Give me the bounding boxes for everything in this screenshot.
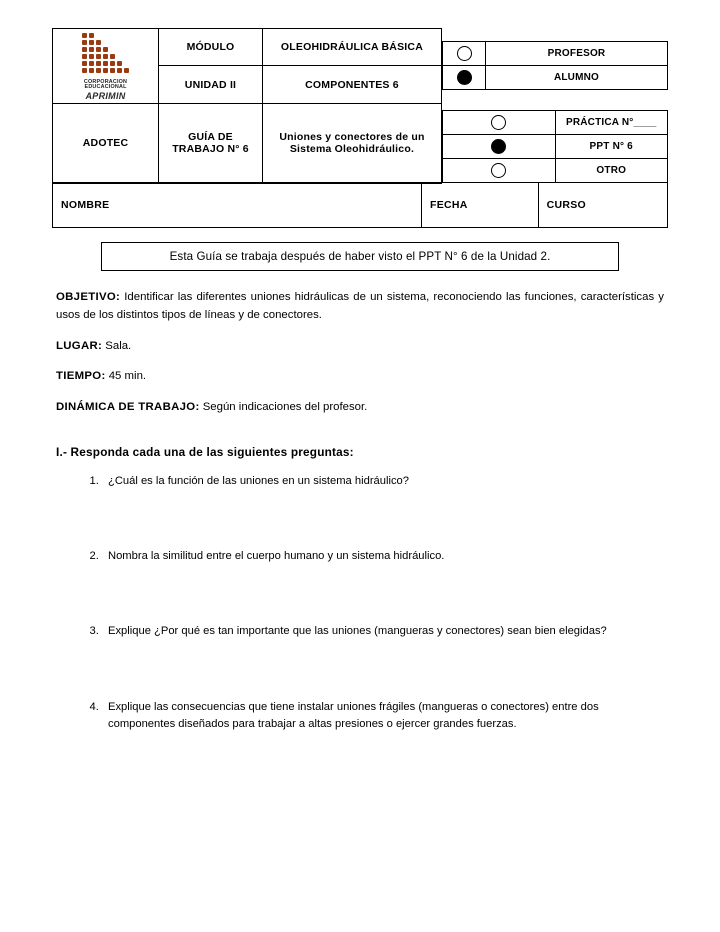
- header-row-modulo: [53, 29, 669, 66]
- meta-objetivo-label: OBJETIVO: [56, 291, 116, 304]
- role-options-table: [442, 41, 668, 90]
- field-nombre[interactable]: NOMBRE: [53, 183, 422, 228]
- questions-list: [56, 473, 664, 734]
- label-guia: GUÍA DE TRABAJO N° 6: [159, 103, 263, 183]
- label-modulo: MÓDULO: [159, 29, 263, 66]
- type-label-otro: OTRO: [555, 159, 668, 183]
- meta-dinamica-text: Según indicaciones del profesor.: [199, 401, 368, 413]
- meta-tiempo-sep: :: [101, 370, 106, 383]
- radio-circle-icon: [457, 46, 472, 61]
- header-table-wrapper: [52, 28, 668, 228]
- meta-objetivo-text: Identificar las diferentes uniones hidráulicas de un sistema, reconociendo las funciones, características y usos de los distintos tipos de líneas y de conectores.: [56, 291, 664, 321]
- meta-dinamica: [56, 399, 664, 417]
- meta-lugar: [56, 338, 664, 356]
- meta-dinamica-label: DINÁMICA DE TRABAJO: [56, 401, 196, 413]
- type-label-ppt: PPT N° 6: [555, 135, 668, 159]
- meta-lugar-label: LUGAR: [56, 339, 98, 352]
- radio-circle-filled-icon: [491, 139, 506, 154]
- radio-profesor[interactable]: [443, 42, 486, 66]
- value-modulo: OLEOHIDRÁULICA BÁSICA: [262, 29, 441, 66]
- logo-dots-icon: [80, 33, 132, 79]
- radio-alumno[interactable]: [443, 66, 486, 90]
- role-label-alumno: ALUMNO: [486, 66, 668, 90]
- radio-ppt[interactable]: [443, 135, 555, 159]
- header-row-guia: [53, 103, 669, 183]
- section-title: I.- Responda cada una de las siguientes preguntas:: [56, 444, 354, 459]
- list-item: 2. Nombra la similitud entre el cuerpo humano y un sistema hidráulico.: [102, 548, 664, 565]
- radio-practica[interactable]: [443, 111, 555, 135]
- value-guia: Uniones y conectores de un Sistema Oleohidráulico.: [262, 103, 441, 183]
- radio-circle-icon: [491, 163, 506, 178]
- radio-otro[interactable]: [443, 159, 555, 183]
- meta-tiempo: [56, 368, 664, 386]
- logo-line-3: APRIMIN: [85, 90, 126, 101]
- meta-lugar-text: Sala.: [102, 339, 132, 352]
- label-unidad: UNIDAD II: [159, 66, 263, 103]
- field-fecha[interactable]: FECHA: [422, 183, 539, 228]
- radio-circle-filled-icon: [457, 70, 472, 85]
- identity-row: [53, 183, 668, 228]
- meta-tiempo-label: TIEMPO: [56, 370, 102, 383]
- list-item: 4. Explique las consecuencias que tiene instalar uniones frágiles (mangueras o conectores) entre dos componentes diseñados para trabajar a altas presiones o ejercer grandes fuerzas.: [102, 699, 664, 734]
- meta-objetivo-sep: :: [116, 291, 121, 304]
- type-option-otro[interactable]: [443, 159, 668, 183]
- role-option-profesor[interactable]: [443, 42, 668, 66]
- type-options-cell: [442, 103, 668, 183]
- value-unidad: COMPONENTES 6: [262, 66, 441, 103]
- logo-line-1: CORPORACION: [83, 79, 128, 85]
- type-label-practica: PRÁCTICA N°____: [555, 111, 668, 135]
- meta-lugar-sep: :: [98, 339, 103, 352]
- header-table: [52, 28, 668, 184]
- type-options-table: [442, 103, 668, 183]
- radio-circle-icon: [491, 115, 506, 130]
- spacer-row: [443, 103, 668, 111]
- role-options-cell: [442, 29, 668, 104]
- logo-line-2: EDUCACIONAL: [84, 84, 127, 91]
- meta-objetivo: [56, 289, 664, 324]
- meta-tiempo-text: 45 min.: [105, 370, 147, 383]
- adotec-cell: ADOTEC: [53, 103, 159, 183]
- list-item: 3. Explique ¿Por qué es tan importante que las uniones (mangueras y conectores) sean bien elegidas?: [102, 623, 664, 640]
- logo-cell: [53, 29, 159, 104]
- field-curso[interactable]: CURSO: [538, 183, 667, 228]
- role-label-profesor: PROFESOR: [486, 42, 668, 66]
- type-option-practica[interactable]: [443, 111, 668, 135]
- note-box: Esta Guía se trabaja después de haber visto el PPT N° 6 de la Unidad 2.: [101, 242, 619, 271]
- document-body: [52, 289, 668, 733]
- institution-logo: [55, 31, 156, 101]
- type-option-ppt[interactable]: [443, 135, 668, 159]
- list-item: 1. ¿Cuál es la función de las uniones en un sistema hidráulico?: [102, 473, 664, 490]
- identity-row-table: [52, 182, 668, 228]
- role-option-alumno[interactable]: [443, 66, 668, 90]
- meta-dinamica-sep: :: [195, 401, 200, 413]
